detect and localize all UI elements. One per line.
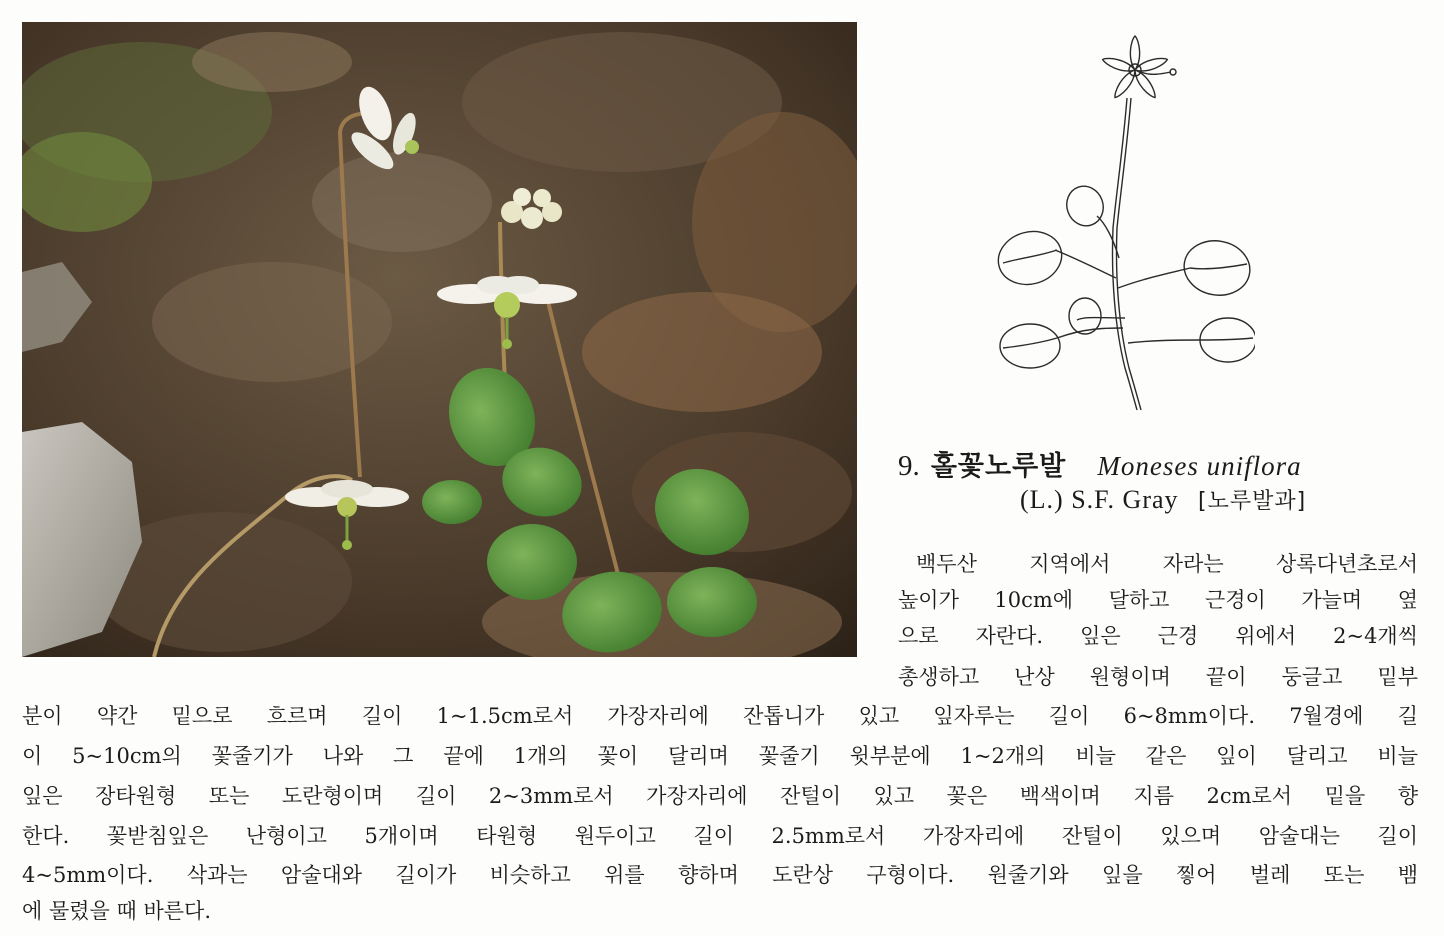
description-line: 에 물렸을 때 바른다. [22, 899, 211, 923]
description-line: 백두산 지역에서 자라는 상록다년초로서 [916, 552, 1418, 576]
plant-photo [22, 22, 857, 657]
botanical-illustration [985, 28, 1255, 418]
description-line: 이 5~10cm의 꽃줄기가 나와 그 끝에 1개의 꽃이 달리며 꽃줄기 윗부분에 1~2개의 비늘 같은 잎이 달리고 비늘 [22, 744, 1418, 768]
description-line: 총생하고 난상 원형이며 끝이 둥글고 밑부 [898, 665, 1418, 689]
description-line: 4~5mm이다. 삭과는 암술대와 길이가 비슷하고 위를 향하며 도란상 구형이다. 원줄기와 잎을 찧어 벌레 또는 뱀 [22, 863, 1418, 887]
scientific-name: Moneses uniflora [1097, 451, 1302, 481]
species-heading [898, 444, 1418, 484]
description-line: 잎은 장타원형 또는 도란형이며 길이 2~3mm로서 가장자리에 잔털이 있고 꽃은 백색이며 지름 2cm로서 밑을 향 [22, 784, 1418, 808]
authority: (L.) S.F. Gray [1020, 485, 1179, 514]
korean-name: 홀꽃노루발 [930, 451, 1067, 482]
description-line: 높이가 10cm에 달하고 근경이 가늘며 옆 [898, 588, 1418, 612]
description-line: 한다. 꽃받침잎은 난형이고 5개이며 타원형 원두이고 길이 2.5mm로서 가장자리에 잔털이 있으며 암술대는 길이 [22, 824, 1418, 848]
description-line: 으로 자란다. 잎은 근경 위에서 2~4개씩 [898, 624, 1418, 648]
plant-family: [노루발과] [1198, 489, 1307, 514]
description-line: 분이 약간 밑으로 흐르며 길이 1~1.5cm로서 가장자리에 잔톱니가 있고 잎자루는 길이 6~8mm이다. 7월경에 길 [22, 704, 1418, 728]
species-number: 9. [898, 450, 920, 482]
species-authority-line [1020, 484, 1420, 524]
